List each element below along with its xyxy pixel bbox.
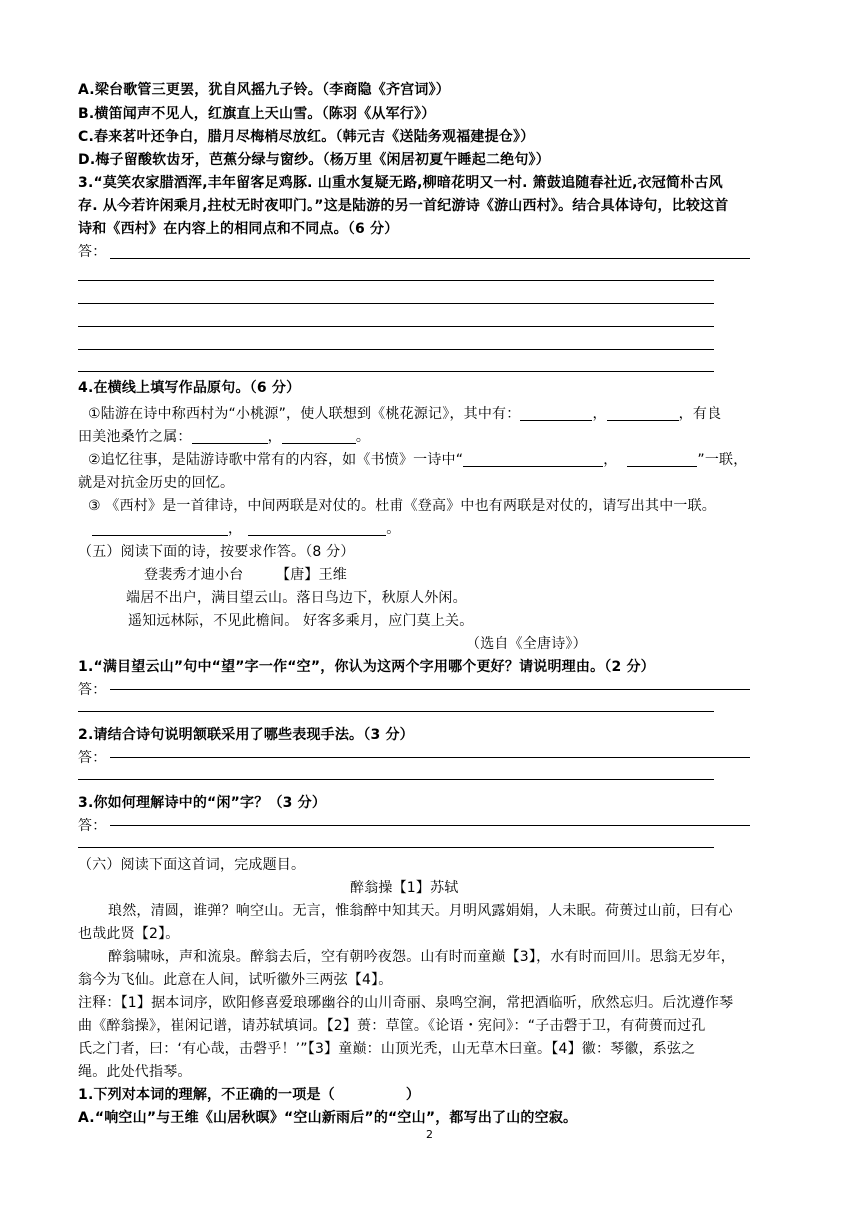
fill-blank[interactable] [607, 406, 679, 421]
option-a: A.梁台歌管三更罢，犹自风摇九子铃。（李商隐《齐宫词》） [78, 82, 451, 98]
option-c: C.春来茗叶还争白，腊月尽梅梢尽放红。（韩元吉《送陆务观福建提仓》） [78, 129, 535, 145]
section6-heading: （六）阅读下面这首词，完成题目。 [78, 857, 306, 873]
page-number: 2 [426, 1128, 433, 1141]
s5-q1: 1.“满目望云山”句中“望”字一作“空”，你认为这两个字用哪个更好？请说明理由。（2 分） [78, 659, 655, 675]
q4-title: 4.在横线上填写作品原句。（6 分） [78, 380, 301, 396]
section5-heading: （五）阅读下面的诗，按要求作答。（8 分） [78, 544, 355, 560]
answer-line[interactable] [78, 280, 714, 281]
answer-line[interactable] [78, 303, 714, 304]
fill-blank[interactable] [463, 452, 603, 467]
q4-sub1-tail: ，有良 [678, 406, 722, 422]
q4-sub2-tail: ”一联， [697, 452, 748, 468]
answer-line[interactable] [78, 779, 714, 780]
q4-sub2 [88, 450, 747, 470]
answer-line[interactable] [110, 825, 750, 826]
q4-sep: ， [267, 429, 282, 445]
q4-sep: ， [592, 406, 607, 422]
answer-line[interactable] [78, 349, 714, 350]
q4-end: 。 [386, 521, 401, 537]
q4-sub1-text: ①陆游在诗中称西村为“小桃源”，使人联想到《桃花源记》，其中有： [88, 406, 521, 422]
answer-line[interactable] [110, 258, 750, 259]
q4-sub1-cont [78, 427, 370, 447]
answer-line[interactable] [78, 711, 714, 712]
poem-title: 登裴秀才迪小台 [144, 567, 244, 583]
fill-blank[interactable] [192, 429, 268, 444]
fill-blank[interactable] [282, 429, 356, 444]
ci-text: 翁今为飞仙。此意在人间，试听徽外三两弦【4】。 [78, 972, 393, 988]
q4-sub3-blanks [92, 519, 400, 539]
answer-label: 答： [78, 818, 107, 834]
poem-line: 端居不出户，满目望云山。落日鸟边下，秋原人外闲。 [126, 590, 467, 606]
annotation: 绳。此处代指琴。 [78, 1064, 192, 1080]
ci-title: 醉翁操【1】苏轼 [350, 880, 459, 896]
fill-blank[interactable] [248, 521, 386, 536]
fill-blank[interactable] [520, 406, 592, 421]
q4-sub2-cont: 就是对抗金历史的回忆。 [78, 475, 235, 491]
answer-line[interactable] [110, 689, 750, 690]
ci-text: 也哉此贤【2】。 [78, 926, 180, 942]
annotation: 氏之门者，曰：‘有心哉，击磬乎！’”【3】童巅：山顶光秃，山无草木曰童。【4】徽：琴徽，系弦之 [78, 1041, 696, 1057]
answer-line[interactable] [78, 847, 714, 848]
annotation: 注释：【1】据本词序，欧阳修喜爱琅琊幽谷的山川奇丽、泉鸣空涧，常把酒临听，欣然忘归。后沈遵作琴 [78, 995, 734, 1011]
poem-line: 遥知远林际，不见此檐间。 好客多乘月，应门莫上关。 [128, 613, 474, 629]
q4-sub1-text2: 田美池桑竹之属： [78, 429, 192, 445]
s5-q2: 2.请结合诗句说明颔联采用了哪些表现手法。（3 分） [78, 727, 414, 743]
s5-q3: 3.你如何理解诗中的“闲”字？（3 分） [78, 795, 327, 811]
answer-line[interactable] [78, 326, 714, 327]
q3-line3: 诗和《西村》在内容上的相同点和不同点。（6 分） [78, 221, 399, 237]
option-b: B.横笛闻声不见人，红旗直上天山雪。（陈羽《从军行》） [78, 106, 436, 122]
q4-sub2-text: ②追忆往事，是陆游诗歌中常有的内容，如《书愤》一诗中“ [88, 452, 464, 468]
answer-line[interactable] [110, 757, 750, 758]
annotation: 曲《醉翁操》，崔闲记谱，请苏轼填词。【2】蒉：草筐。《论语・宪问》：“子击磬于卫，有荷蒉而过孔 [78, 1018, 706, 1034]
q4-end: 。 [355, 429, 371, 445]
s6-option-a: A.“响空山”与王维《山居秋暝》“空山新雨后”的“空山”，都写出了山的空寂。 [78, 1110, 578, 1126]
poem-source: （选自《全唐诗》） [466, 636, 587, 652]
ci-text: 琅然，清圆，谁弹？响空山。无言，惟翁醉中知其天。月明风露娟娟，人未眠。荷蒉过山前，曰有心 [108, 903, 733, 919]
fill-blank[interactable] [627, 452, 697, 467]
q4-sub1 [88, 404, 721, 424]
q4-sep: ， [228, 521, 243, 537]
poem-author: 【唐】王维 [276, 567, 347, 583]
ci-text: 醉翁啸咏，声和流泉。醉翁去后，空有朝吟夜怨。山有时而童巅【3】，水有时而回川。思翁无岁年， [108, 949, 735, 965]
option-d: D.梅子留酸软齿牙，芭蕉分绿与窗纱。（杨万里《闲居初夏午睡起二绝句》） [78, 152, 550, 168]
fill-blank[interactable] [92, 521, 228, 536]
s6-q1: 1.下列对本词的理解，不正确的一项是（ ） [78, 1087, 421, 1103]
q4-sep: ， [603, 452, 618, 468]
answer-label: 答： [78, 682, 107, 698]
answer-label: 答： [78, 244, 107, 260]
answer-label: 答： [78, 750, 107, 766]
q4-sub3: ③ 《西村》是一首律诗，中间两联是对仗的。杜甫《登高》中也有两联是对仗的，请写出其中一联。 [88, 498, 716, 514]
q3-line1: 3.“莫笑农家腊酒浑,丰年留客足鸡豚. 山重水复疑无路,柳暗花明又一村. 箫鼓追随春社近,衣冠简朴古风 [78, 175, 723, 191]
answer-line[interactable] [78, 371, 714, 372]
q3-line2: 存. 从今若许闲乘月,拄杖无时夜叩门。”这是陆游的另一首纪游诗《游山西村》。结合具体诗句，比较这首 [78, 198, 729, 214]
